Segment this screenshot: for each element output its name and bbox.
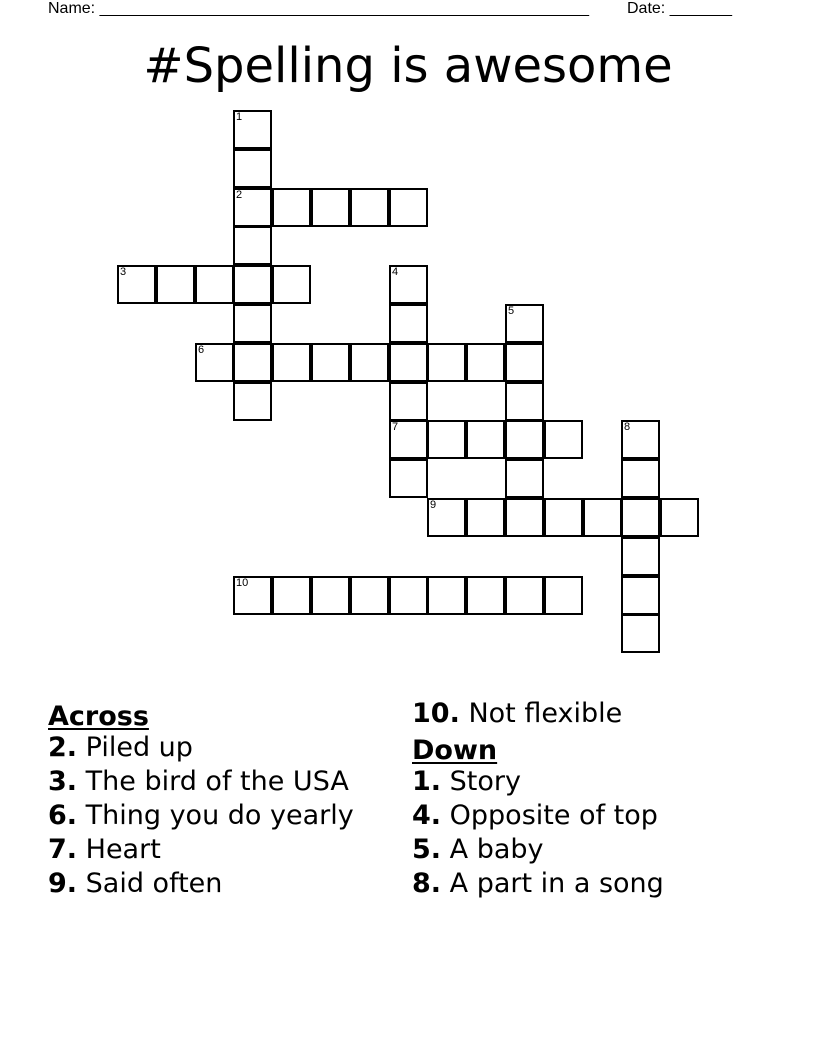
clues-column-left bbox=[48, 700, 388, 904]
grid-cell[interactable] bbox=[233, 382, 272, 421]
grid-cell[interactable] bbox=[117, 265, 156, 304]
grid-cell[interactable] bbox=[505, 382, 544, 421]
cell-number: 1 bbox=[236, 111, 243, 123]
grid-cell[interactable] bbox=[272, 188, 311, 227]
cell-number: 10 bbox=[236, 577, 249, 589]
grid-cell[interactable] bbox=[621, 537, 660, 576]
clue-number: 5. bbox=[412, 834, 442, 865]
grid-cell[interactable] bbox=[621, 614, 660, 653]
clue-down-1 bbox=[412, 768, 772, 795]
cell-number: 9 bbox=[430, 499, 437, 511]
clue-number: 8. bbox=[412, 868, 442, 899]
across-heading: Across bbox=[48, 701, 149, 732]
clue-number: 1. bbox=[412, 766, 442, 797]
grid-cell[interactable] bbox=[505, 459, 544, 498]
grid-cell[interactable] bbox=[389, 382, 428, 421]
name-field-line: Name: _______________________________________________________ bbox=[48, 0, 589, 17]
grid-cell[interactable] bbox=[350, 343, 389, 382]
grid-cell[interactable] bbox=[389, 576, 428, 615]
grid-cell[interactable] bbox=[272, 343, 311, 382]
grid-cell[interactable] bbox=[233, 149, 272, 188]
grid-cell[interactable] bbox=[544, 576, 583, 615]
grid-cell[interactable] bbox=[466, 576, 505, 615]
grid-cell[interactable] bbox=[311, 188, 350, 227]
cell-number: 7 bbox=[392, 421, 399, 433]
grid-cell[interactable] bbox=[621, 420, 660, 459]
down-heading: Down bbox=[412, 735, 498, 766]
grid-cell[interactable] bbox=[195, 343, 234, 382]
grid-cell[interactable] bbox=[272, 265, 311, 304]
clue-text: Story bbox=[449, 766, 521, 797]
grid-cell[interactable] bbox=[389, 188, 428, 227]
clue-number: 2. bbox=[48, 732, 78, 763]
clue-number: 4. bbox=[412, 800, 442, 831]
clues-column-right bbox=[412, 700, 772, 904]
grid-cell[interactable] bbox=[156, 265, 195, 304]
grid-cell[interactable] bbox=[621, 498, 660, 537]
clue-number: 7. bbox=[48, 834, 78, 865]
grid-cell[interactable] bbox=[233, 265, 272, 304]
clue-down-4 bbox=[412, 802, 772, 829]
clue-across-9 bbox=[48, 870, 388, 897]
grid-cell[interactable] bbox=[505, 576, 544, 615]
cell-number: 2 bbox=[236, 189, 243, 201]
cell-number: 5 bbox=[508, 305, 515, 317]
grid-cell[interactable] bbox=[350, 188, 389, 227]
clue-across-2 bbox=[48, 734, 388, 761]
clue-text: Said often bbox=[85, 868, 223, 899]
grid-cell[interactable] bbox=[544, 498, 583, 537]
grid-cell[interactable] bbox=[466, 420, 505, 459]
grid-cell[interactable] bbox=[427, 420, 466, 459]
grid-cell[interactable] bbox=[583, 498, 622, 537]
clue-across-7 bbox=[48, 836, 388, 863]
clue-across-10 bbox=[412, 700, 772, 727]
clue-number: 3. bbox=[48, 766, 78, 797]
grid-cell[interactable] bbox=[233, 110, 272, 149]
clue-text: Not flexible bbox=[468, 698, 623, 729]
grid-cell[interactable] bbox=[233, 188, 272, 227]
clue-number: 9. bbox=[48, 868, 78, 899]
grid-cell[interactable] bbox=[621, 576, 660, 615]
grid-cell[interactable] bbox=[389, 304, 428, 343]
clue-text: Opposite of top bbox=[449, 800, 658, 831]
clue-across-3 bbox=[48, 768, 388, 795]
grid-cell[interactable] bbox=[233, 304, 272, 343]
grid-cell[interactable] bbox=[505, 343, 544, 382]
cell-number: 6 bbox=[198, 344, 205, 356]
clue-text: Heart bbox=[85, 834, 161, 865]
cell-number: 4 bbox=[392, 266, 399, 278]
clue-across-6 bbox=[48, 802, 388, 829]
grid-cell[interactable] bbox=[427, 498, 466, 537]
clue-number: 6. bbox=[48, 800, 78, 831]
grid-cell[interactable] bbox=[350, 576, 389, 615]
grid-cell[interactable] bbox=[505, 304, 544, 343]
clue-down-5 bbox=[412, 836, 772, 863]
clue-text: Thing you do yearly bbox=[85, 800, 354, 831]
grid-cell[interactable] bbox=[233, 226, 272, 265]
clue-text: Piled up bbox=[85, 732, 193, 763]
clue-text: The bird of the USA bbox=[85, 766, 349, 797]
grid-cell[interactable] bbox=[389, 420, 428, 459]
grid-cell[interactable] bbox=[660, 498, 699, 537]
grid-cell[interactable] bbox=[233, 343, 272, 382]
grid-cell[interactable] bbox=[389, 343, 428, 382]
cell-number: 3 bbox=[120, 266, 127, 278]
grid-cell[interactable] bbox=[311, 343, 350, 382]
clue-text: A baby bbox=[449, 834, 544, 865]
grid-cell[interactable] bbox=[272, 576, 311, 615]
grid-cell[interactable] bbox=[466, 343, 505, 382]
grid-cell[interactable] bbox=[427, 576, 466, 615]
grid-cell[interactable] bbox=[466, 498, 505, 537]
grid-cell[interactable] bbox=[195, 265, 234, 304]
grid-cell[interactable] bbox=[427, 343, 466, 382]
date-field-line: Date: _______ bbox=[627, 0, 732, 17]
grid-cell[interactable] bbox=[505, 498, 544, 537]
clue-down-8 bbox=[412, 870, 772, 897]
clue-text: A part in a song bbox=[449, 868, 664, 899]
puzzle-title: #Spelling is awesome bbox=[143, 38, 673, 94]
grid-cell[interactable] bbox=[233, 576, 272, 615]
clue-number: 10. bbox=[412, 698, 460, 729]
cell-number: 8 bbox=[624, 421, 631, 433]
grid-cell[interactable] bbox=[389, 459, 428, 498]
grid-cell[interactable] bbox=[505, 420, 544, 459]
grid-cell[interactable] bbox=[621, 459, 660, 498]
grid-cell[interactable] bbox=[311, 576, 350, 615]
grid-cell[interactable] bbox=[389, 265, 428, 304]
grid-cell[interactable] bbox=[544, 420, 583, 459]
